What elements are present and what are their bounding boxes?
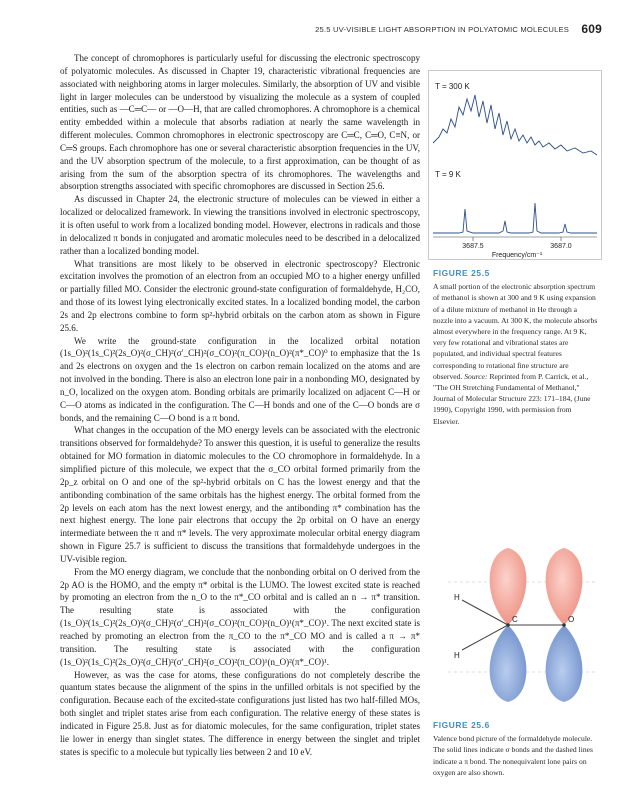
figure-25-5-source-label: Source: [464, 371, 488, 381]
atom-h-bottom: H [454, 651, 460, 660]
label-9k: T = 9 K [435, 170, 461, 179]
carbon-p-lobe-top [490, 548, 527, 625]
tick-label-left: 3687.5 [462, 243, 484, 250]
paragraph-chromophores: The concept of chromophores is particularly useful for discussing the electronic spectroscopy of polyatomic molecules. As discussed in Chapter 19, characteristic vibrational frequencies are associated with neighboring atoms in larger molecules. Similarly, the absorption of UV and visible light in larger molecules can be understood by visualizing the molecule as a system of coupled entities, such as —C═C— or —O—H, that are called chromophores. A chromophore is a chemical entity embedded within a molecule that absorbs radiation at nearly the same wavelength in different molecules. Common chromophores in electronic spectroscopy are C═C, C═O, C≡N, or C═S groups. Each chromophore has one or several characteristic absorption frequencies in the UV, and the UV absorption spectrum of the molecule, to a first approximation, can be thought of as arising from the sum of the absorption spectra of its chromophores. The wavelengths and absorption strengths associated with specific chromophores are discussed in Section 25.6. [60, 53, 420, 192]
atom-h-top: H [454, 593, 460, 602]
oxygen-p-lobe-top [546, 548, 583, 625]
figure-25-5-label: FIGURE 25.5 [433, 268, 490, 278]
paragraph-singlet-triplet: However, as was the case for atoms, these configurations do not completely describe the quantum states because the alignment of the spins in the unfilled orbitals is not specified by the configuration. Because each of the excited-state configurations just listed has two half-filled MOs, both singlet and triplet states arise from each configuration. The relative energy of these states is indicated in Figure 25.8. Just as for diatomic molecules, for the same configuration, triplet states lie lower in energy than singlet states. The difference in energy between the singlet and triplet states is specific to a molecule but typically lies between 2 and 10 eV. [60, 669, 420, 757]
paragraph-localized: As discussed in Chapter 24, the electronic structure of molecules can be viewed in either a localized or delocalized framework. In viewing the transitions involved in electronic spectroscopy, it is often useful to work from a localized bonding model. However, electrons in radicals and those in delocalized π bonds in conjugated and aromatic molecules need to be described in a delocalized rather than a localized bonding model. [60, 194, 420, 256]
tick-label-right: 3687.0 [550, 243, 572, 250]
main-text-column [60, 52, 420, 758]
figure-25-6-label: FIGURE 25.6 [433, 720, 490, 730]
formaldehyde-diagram [428, 540, 600, 710]
spectrum-9k-trace [433, 203, 597, 233]
carbon-p-lobe-bottom [490, 625, 527, 702]
figure-25-6 [428, 540, 600, 710]
page-number: 609 [581, 22, 602, 36]
label-300k: T = 300 K [435, 82, 470, 91]
paragraph-homo-lumo: From the MO energy diagram, we conclude that the nonbonding orbital on O derived from the 2p AO is the HOMO, and the empty π* orbital is the LUMO. The lowest excited state is reached by promoting an electron from the n_O to the π*_CO orbital and is called an n → π* transition. The resulting state is associated with the configuration (1s_O)²(1s_C)²(2s_O)²(σ_CH)²(σ′_CH)²(σ_CO)²(π_CO)²(n_O)¹(π*_CO)¹. The next excited state is reached by promoting an electron from the π_CO to the π*_CO MO and is called a π → π* transition. The resulting state is associated with the configuration (1s_O)²(1s_C)²(2s_O)²(σ_CH)²(σ′_CH)²(σ_CO)²(π_CO)¹(n_O)²(π*_CO)¹. [60, 566, 420, 667]
atom-c: C [512, 615, 518, 624]
carbon-nucleus [506, 623, 510, 627]
figure-25-5-caption [433, 268, 598, 427]
figure-25-5-caption-text: A small portion of the electronic absorption spectrum of methanol is shown at 300 and 9 K using expansion of a dilute mixture of methanol in He through a nozzle into a vacuum. At 300 K, the molecule absorbs almost everywhere in the frequency range. At 9 K, very few rotational and vibrational states are populated, and individual spectral features corresponding to rotational fine structure are observed. [433, 282, 598, 381]
running-title: 25.5 UV-VISIBLE LIGHT ABSORPTION IN POLYATOMIC MOLECULES [315, 25, 570, 34]
oxygen-nucleus [562, 623, 566, 627]
figure-25-6-caption [433, 720, 598, 778]
paragraph-mo-levels: What changes in the occupation of the MO energy levels can be associated with the electronic transitions observed for formaldehyde? To answer this question, it is useful to generalize the results obtained for MO formation in diatomic molecules to the CO chromophore in formaldehyde. In a simplified picture of this molecule, we expect that the σ_CO orbital formed primarily from the 2p_z orbital on O and one of the sp²-hybrid orbitals on C has the lowest energy and that the antibonding combination of the same orbitals has the highest energy. The orbital formed from the 2p levels on each atom has the next lowest energy, and the antibonding π* combination has the next highest energy. The lone pair electrons that occupy the 2p orbital on O have an energy intermediate between the π and π* levels. The very approximate molecular orbital energy diagram shown in Figure 25.7 is sufficient to discuss the transitions that formaldehyde undergoes in the UV-visible region. [60, 425, 420, 564]
figure-25-6-caption-text: Valence bond picture of the formaldehyde molecule. The solid lines indicate σ bonds and the dashed lines indicate a π bond. The nonequivalent lone pairs on oxygen are also shown. [433, 734, 593, 777]
spectrum-plot [429, 71, 601, 259]
paragraph-transitions: What transitions are most likely to be observed in electronic spectroscopy? Electronic excitation involves the promotion of an electron from an occupied MO to a higher energy unfilled or partially filled MO. Consider the electronic ground-state configuration of formaldehyde, H₂CO, and those of its lowest lying electronically excited states. In a localized bonding model, the carbon 2s and 2p electrons combine to form sp²-hybrid orbitals on the carbon atom as shown in Figure 25.6. [60, 258, 420, 333]
oxygen-p-lobe-bottom [546, 625, 583, 702]
atom-o: O [568, 615, 575, 624]
paragraph-ground-state: We write the ground-state configuration in the localized orbital notation (1s_O)²(1s_C)²(2s_O)²(σ_CH)²(σ′_CH)²(σ_CO)²(π_CO)²(n_O)²(π*_CO)⁰ to emphasize that the 1s and 2s electrons on oxygen and the 1s electron on carbon remain localized on the atoms and are not involved in the bonding. There is also an electron lone pair in a nonbonding MO, designated by n_O, localized on the oxygen atom. Bonding orbitals are primarily localized on adjacent C—H or C—O atoms as indicated in the configuration. The C—H bonds and one of the C—O bonds are σ bonds, and the remaining C—O bond is a π bond. [60, 335, 420, 423]
spectrum-300k-trace [433, 95, 597, 155]
x-axis-label: Frequency/cm⁻¹ [491, 252, 543, 259]
running-head [60, 22, 602, 36]
figure-25-5 [428, 70, 602, 260]
figure-25-5-source-text: Reprinted from P. Carrick, et al., "The OH Stretching Fundamental of Methanol," Journal of Molecular Structure 223: 171–184, (June 1990), Copyright 1990, with permission from Elsevier. [433, 371, 591, 426]
